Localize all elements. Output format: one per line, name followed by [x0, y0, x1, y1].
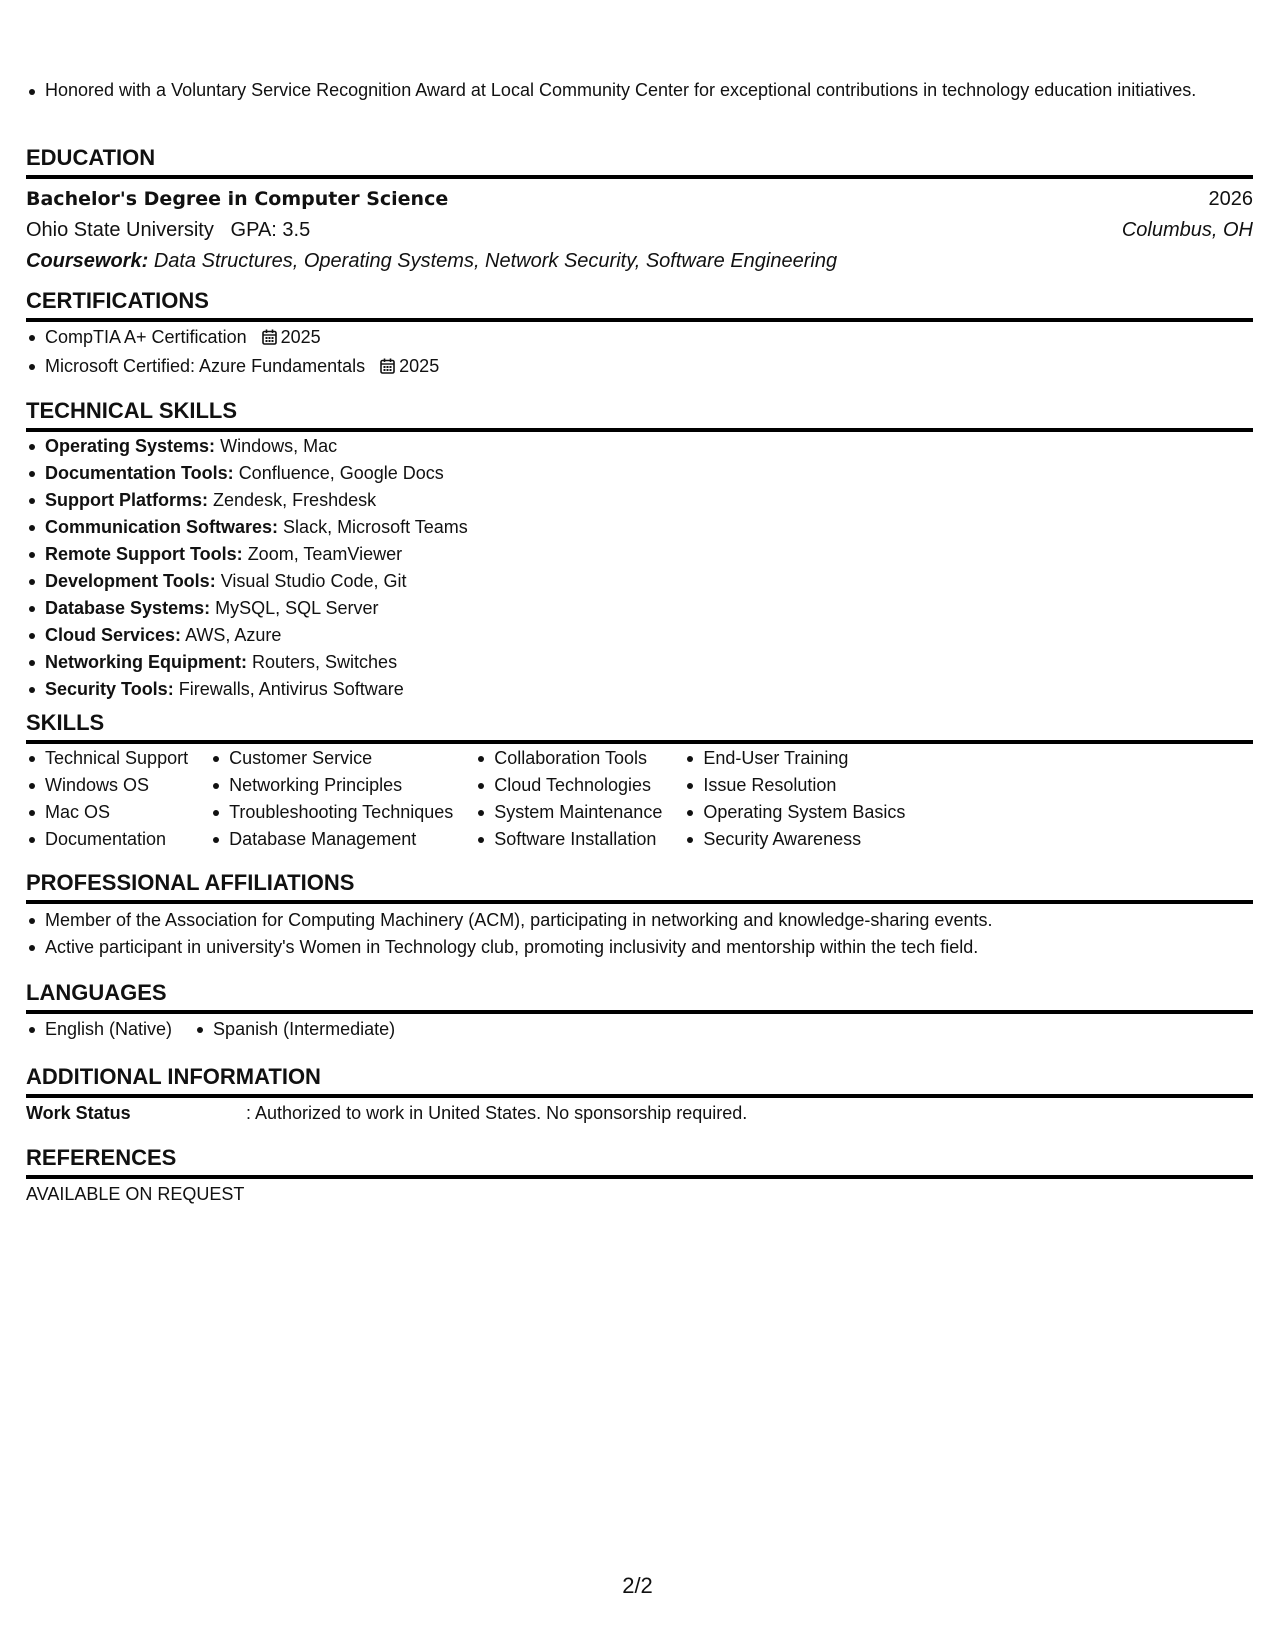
list-item: Documentation [26, 826, 188, 853]
list-item: Database Management [210, 826, 453, 853]
list-item: Database Systems: MySQL, SQL Server [26, 595, 1253, 622]
technical-skills-heading: TECHNICAL SKILLS [26, 398, 1253, 432]
skills-column [684, 745, 905, 853]
additional-info-heading: ADDITIONAL INFORMATION [26, 1064, 1253, 1098]
honors-list [26, 78, 1226, 103]
affiliations-heading: PROFESSIONAL AFFILIATIONS [26, 870, 1253, 904]
list-item: Troubleshooting Techniques [210, 799, 453, 826]
affiliations-list [26, 907, 1253, 961]
school-location: Columbus, OH [1121, 219, 1253, 241]
list-item: System Maintenance [475, 799, 662, 826]
work-status-label: Work Status [26, 1103, 131, 1123]
skills-grid [26, 745, 1253, 853]
list-item: Software Installation [475, 826, 662, 853]
work-status-value: : Authorized to work in United States. No sponsorship required. [246, 1103, 748, 1123]
list-item: Networking Equipment: Routers, Switches [26, 649, 1253, 676]
list-item: English (Native) [26, 1016, 172, 1043]
list-item: Cloud Technologies [475, 772, 662, 799]
list-item: Operating System Basics [684, 799, 905, 826]
certification-name: Microsoft Certified: Azure Fundamentals [45, 356, 366, 376]
certification-name: CompTIA A+ Certification [45, 327, 247, 347]
gpa: GPA: 3.5 [230, 219, 311, 241]
certification-year: 2025 [280, 327, 321, 347]
degree-title: Bachelor's Degree in Computer Science [26, 188, 449, 210]
list-item: Spanish (Intermediate) [194, 1016, 395, 1043]
references-heading: REFERENCES [26, 1145, 1253, 1179]
coursework-list: Data Structures, Operating Systems, Network Security, Software Engineering [153, 250, 838, 272]
list-item [26, 353, 1253, 382]
technical-skills-list [26, 433, 1253, 703]
list-item: Networking Principles [210, 772, 453, 799]
list-item: Remote Support Tools: Zoom, TeamViewer [26, 541, 1253, 568]
languages-list [26, 1016, 1253, 1043]
list-item: Issue Resolution [684, 772, 905, 799]
list-item: Windows OS [26, 772, 188, 799]
list-item: Operating Systems: Windows, Mac [26, 433, 1253, 460]
skills-column [210, 745, 453, 853]
list-item: Security Awareness [684, 826, 905, 853]
list-item: Support Platforms: Zendesk, Freshdesk [26, 487, 1253, 514]
list-item: Technical Support [26, 745, 188, 772]
references-text: AVAILABLE ON REQUEST [26, 1184, 245, 1204]
calendar-icon [380, 355, 395, 382]
skills-heading: SKILLS [26, 710, 1253, 744]
list-item: Member of the Association for Computing Machinery (ACM), participating in networking and knowledge-sharing events. [26, 907, 1253, 934]
list-item: Cloud Services: AWS, Azure [26, 622, 1253, 649]
list-item: Honored with a Voluntary Service Recognition Award at Local Community Center for exceptional contributions in technology education initiatives. [26, 78, 1226, 103]
list-item: Development Tools: Visual Studio Code, Git [26, 568, 1253, 595]
list-item: Customer Service [210, 745, 453, 772]
graduation-year: 2026 [1208, 188, 1253, 210]
list-item: Communication Softwares: Slack, Microsoft Teams [26, 514, 1253, 541]
skills-column [26, 745, 188, 853]
certifications-list [26, 324, 1253, 382]
list-item [26, 324, 1253, 353]
skills-column [475, 745, 662, 853]
coursework-label: Coursework: [26, 250, 149, 272]
page-number: 2/2 [622, 1573, 653, 1598]
languages-heading: LANGUAGES [26, 980, 1253, 1014]
list-item: Collaboration Tools [475, 745, 662, 772]
school-name: Ohio State University [26, 219, 214, 241]
calendar-icon [262, 326, 277, 353]
list-item: Mac OS [26, 799, 188, 826]
work-status-row [26, 1100, 1253, 1127]
education-heading: EDUCATION [26, 145, 1253, 179]
certifications-heading: CERTIFICATIONS [26, 288, 1253, 322]
certification-year: 2025 [399, 356, 440, 376]
education-block [26, 184, 1253, 277]
list-item: Documentation Tools: Confluence, Google Docs [26, 460, 1253, 487]
list-item: End-User Training [684, 745, 905, 772]
list-item: Active participant in university's Women in Technology club, promoting inclusivity and mentorship within the tech field. [26, 934, 1253, 961]
list-item: Security Tools: Firewalls, Antivirus Software [26, 676, 1253, 703]
